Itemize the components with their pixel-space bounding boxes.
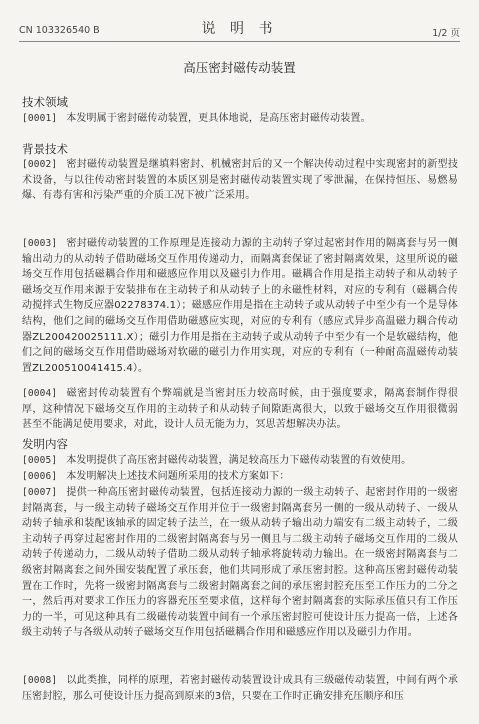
paragraph-number: [0003] — [22, 238, 58, 249]
paragraph-number: [0008] — [22, 675, 58, 686]
doc-number: CN 103326540 B — [19, 25, 100, 36]
paragraph-0006 — [22, 469, 458, 485]
paragraph-text: 本发明提供了高压密封磁传动装置，满足较高压力下磁传动装置的有效使用。 — [66, 455, 412, 466]
paragraph-0008 — [22, 673, 458, 704]
paragraph-number: [0002] — [22, 159, 58, 170]
paragraph-number: [0001] — [22, 113, 58, 124]
paragraph-text: 磁密封传动装置有个弊端就是当密封压力较高时候，由于强度要求，隔离套制作得很厚，这种情况下磁场交互作用的主动转子和从动转子间隙距离很大，以致于磁场交互作用很微弱甚至不能满足使用要求，对此，设计人员无能为力，冥思苦想解决办法。 — [22, 388, 458, 431]
header-rule — [19, 41, 460, 42]
paragraph-text: 本发明解决上述技术问题所采用的技术方案如下： — [66, 471, 290, 482]
paragraph-text: 密封磁传动装置是继填料密封、机械密封后的又一个解决传动过程中实现密封的新型技术设备，与以往传动密封装置的本质区别是密封磁传动装置实现了零泄漏，在保持恒压、易燃易爆、有毒有害和污染严重的介质工况下被广泛采用。 — [22, 159, 458, 202]
document-title: 高压密封磁传动装置 — [183, 60, 296, 75]
paragraph-0007 — [22, 485, 458, 641]
paragraph-number: [0007] — [22, 487, 58, 498]
paragraph-0001 — [22, 111, 458, 127]
paragraph-text: 本发明属于密封磁传动装置，更具体地说，是高压密封磁传动装置。 — [66, 113, 371, 124]
section-heading-background: 背景技术 — [22, 142, 68, 156]
paragraph-text: 以此类推，同样的原理，若密封磁传动装置设计成具有三级磁传动装置，中间有两个承压密封腔，那么可使设计压力提高到原来的3倍，只要在工作时正确安排充压顺序和压 — [22, 675, 458, 702]
paragraph-0003 — [22, 236, 458, 376]
page-header — [0, 18, 479, 40]
paragraph-0004 — [22, 386, 458, 433]
page-info: 1/2 页 — [432, 28, 460, 39]
paragraph-number: [0005] — [22, 455, 58, 466]
doc-type: 说 明 书 — [201, 21, 278, 37]
section-heading-summary: 发明内容 — [22, 437, 68, 451]
paragraph-text: 提供一种高压密封磁传动装置，包括连接动力源的一级主动转子、起密封作用的一级密封隔离套，与一级主动转子磁场交互作用并位于一级密封隔离套另一侧的一级从动转子、一级从动转子轴承和装配该轴承的固定转子法兰，在一级从动转子输出动力端安有二级主动转子，二级主动转子再穿过起密封作用的二级密封隔离套与另一侧且与二级主动转子磁场交互作用的二级从动转子传递动力，二级从动转子借助二级从动转子轴承将旋转动力输出。在一级密封隔离套与二级密封隔离套之间外围安装配置了承压套，他们共同形成了承压密封腔。这种高压密封磁传动装置在工作时，先将一级密封隔离套与二级密封隔离套之间的承压密封腔充压至工作压力的二分之一，然后再对要求工作压力的容器充压至要求值，这样每个密封隔离套的实际承压值只有工作压力的一半，可见这种具有二级磁传动装置中间有一个承压密封腔可使设计压力提高一倍，上述各级主动转子与各级从动转子磁场交互作用包括磁耦合作用和磁感应作用以及磁引力作用。 — [22, 487, 458, 639]
paragraph-0002 — [22, 157, 458, 204]
paragraph-number: [0006] — [22, 471, 58, 482]
paragraph-number: [0004] — [22, 388, 58, 399]
paragraph-text: 密封磁传动装置的工作原理是连接动力源的主动转子穿过起密封作用的隔离套与另一侧输出动力的从动转子借助磁场交互作用传递动力，而隔离套保证了密封隔离效果，这里所说的磁场交互作用包括磁耦合作用和磁感应作用以及磁引力作用。磁耦合作用是指主动转子和从动转子磁场交互作用来源于安装排布在主动转子和从动转子上的永磁性材料，对应的专利有（磁耦合传动搅拌式生物反应器02278374.1）；磁感应作用是指在主动转子或从动转子中至少有一个是导体结构，他们之间的磁场交互作用借助磁感应实现，对应的专利有（感应式异步高温磁力耦合传动器ZL200420025111.X）；磁引力作用是指在主动转子或从动转子中至少有一个是软磁结构，他们之间的磁场交互作用借助磁场对软磁的磁引力作用实现，对应的专利有（一种耐高温磁传动装置ZL200510041415.4）。 — [22, 238, 458, 374]
section-heading-field: 技术领域 — [22, 95, 68, 109]
paragraph-0005 — [22, 453, 458, 469]
